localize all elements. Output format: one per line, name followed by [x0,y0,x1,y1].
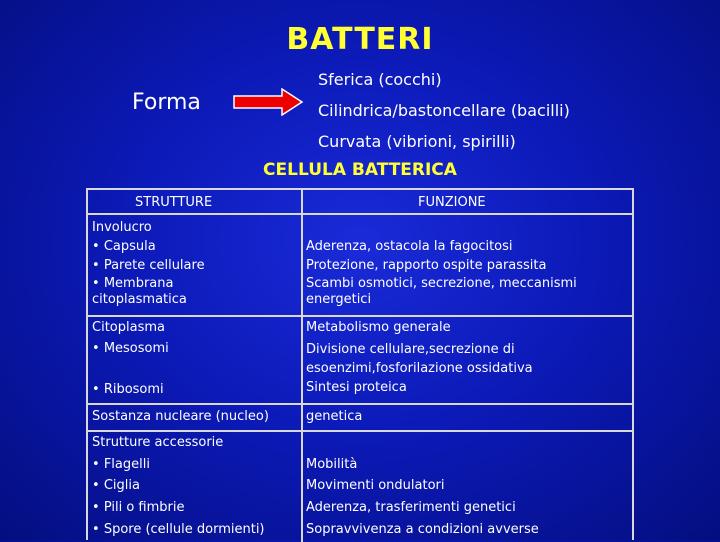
funzione-mesosomi: Divisione cellulare,secrezione di esoenzimi,fosforilazione ossidativa [306,342,533,376]
accessorie-spore: • Spore (cellule dormienti) [92,521,265,539]
shape-list [318,64,570,157]
header-funzione: FUNZIONE [418,195,486,210]
row-divider [88,430,634,432]
involucro-title: Involucro [92,220,152,235]
shape-cylindrical: Cilindrica/bastoncellare (bacilli) [318,101,570,120]
funzione-membrana: Scambi osmotici, secrezione, meccanismi energetici [306,276,577,307]
accessorie-pili: • Pili o fimbrie [92,499,184,517]
column-divider [301,190,303,542]
accessorie-ciglia: • Ciglia [92,477,140,495]
funzione-nucleo: genetica [306,409,363,424]
row-divider [88,213,634,215]
citoplasma-mesosomi: • Mesosomi [92,340,169,358]
involucro-capsula: • Capsula [92,238,156,256]
funzione-flagelli: Mobilità [306,457,358,472]
accessorie-flagelli: • Flagelli [92,456,150,474]
arrow-right-icon [232,88,304,116]
citoplasma-title: Citoplasma [92,320,165,335]
funzione-capsula: Aderenza, ostacola la fagocitosi [306,239,513,254]
forma-label: Forma [132,90,201,115]
header-strutture: STRUTTURE [135,195,213,210]
funzione-citoplasma: Metabolismo generale [306,320,451,335]
funzione-ciglia: Movimenti ondulatori [306,478,445,493]
funzione-pili: Aderenza, trasferimenti genetici [306,500,516,515]
row-divider [88,315,634,317]
funzione-spore: Sopravvivenza a condizioni avverse [306,522,539,537]
accessorie-title: Strutture accessorie [92,435,224,450]
funzione-parete: Protezione, rapporto ospite parassita [306,258,547,273]
shape-spherical: Sferica (cocchi) [318,70,442,89]
row-divider [88,403,634,405]
shape-curved: Curvata (vibrioni, spirilli) [318,132,516,151]
section-subtitle: CELLULA BATTERICA [263,160,457,180]
citoplasma-ribosomi: • Ribosomi [92,381,164,399]
nucleo-title: Sostanza nucleare (nucleo) [92,409,269,424]
structures-table [86,188,634,540]
involucro-parete: • Parete cellulare [92,257,205,275]
involucro-membrana: • Membrana citoplasmatica [92,276,222,308]
slide-title: BATTERI [286,22,434,57]
funzione-ribosomi: Sintesi proteica [306,380,407,395]
